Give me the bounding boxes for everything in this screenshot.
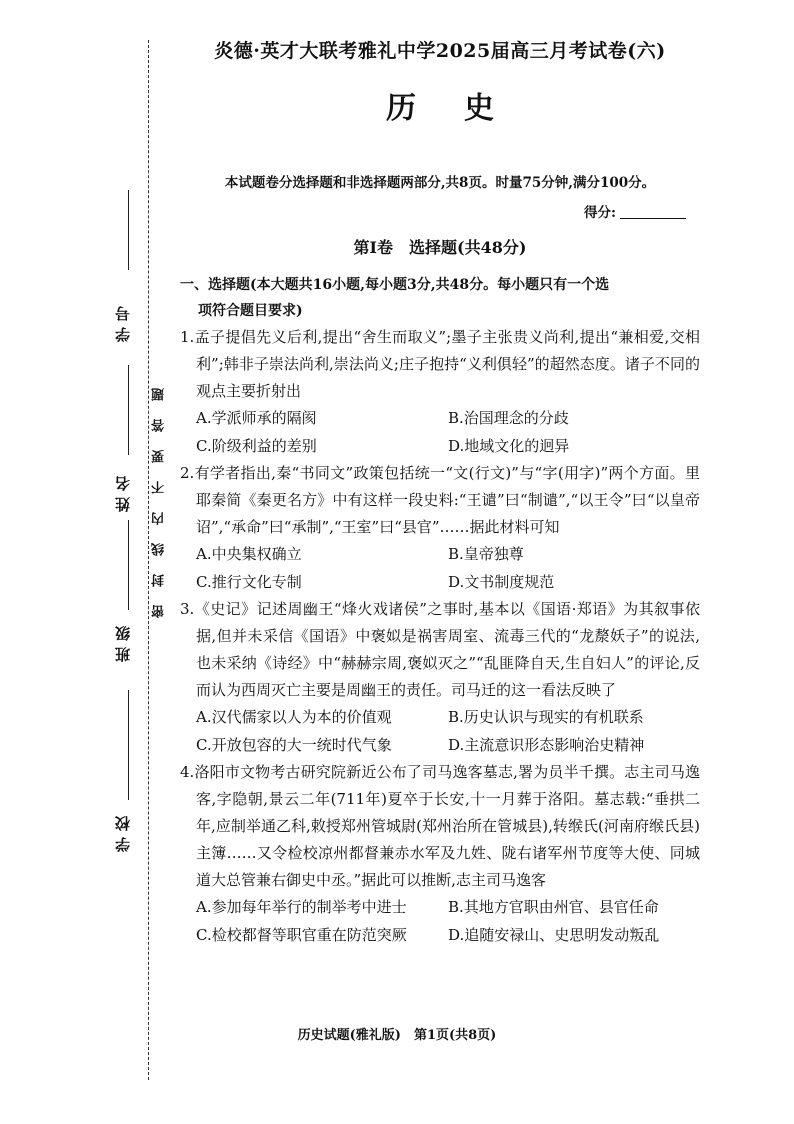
question-stem: 2.有学者指出,秦“书同文”政策包括统一“文(行文)”与“字(用字)”两个方面。里耶秦简《秦更名方》中有这样一段史料:“王谴”曰“制谴”,“以王令”曰“以皇帝诏”,“承命”曰“承制”,“王室”曰“县官”……据此材料可知	[180, 464, 700, 536]
name-line	[128, 365, 129, 455]
option-a: A.学派师承的隔阂	[196, 409, 317, 427]
instructions: 本试题卷分选择题和非选择题两部分,共8页。时量75分钟,满分100分。	[224, 175, 656, 191]
exam-page	[180, 30, 700, 949]
question-stem: 3.《史记》记述周幽王“烽火戏诸侯”之事时,基本以《国语·郑语》为其叙事依据,但并未采信《国语》中褒姒是祸害周室、流毒三代的“龙漦妖子”的说法,也未采纳《诗经》中“赫赫宗周,褒姒灭之”“乱匪降自天,生自妇人”的评论,反而认为西周灭亡主要是周幽王的责任。司马迁的这一看法反映了	[180, 600, 700, 699]
school-line	[128, 690, 129, 800]
student-id-line	[128, 190, 129, 270]
section-title: 第Ⅰ卷 选择题(共48分)	[353, 238, 527, 257]
question-stem: 1.孟子提倡先义后利,提出“舍生而取义”;墨子主张贵义尚利,提出“兼相爱,交相利”;韩非子崇法尚利,崇法尚义;庄子抱持“义利俱轻”的超然态度。诸子不同的观点主要折射出	[180, 328, 700, 400]
score-blank	[620, 204, 686, 219]
option-a: A.汉代儒家以人为本的价值观	[196, 708, 392, 726]
option-b: B.治国理念的分歧	[448, 409, 569, 427]
option-b: B.其地方官职由州官、县官任命	[448, 898, 659, 916]
subject-title: 历史	[386, 91, 542, 126]
name-label: 姓名	[114, 470, 132, 512]
option-d: D.地域文化的迥异	[448, 436, 570, 455]
option-a: A.中央集权确立	[196, 545, 302, 563]
part-instructions	[180, 272, 700, 324]
option-a: A.参加每年举行的制举考中进士	[196, 898, 407, 916]
option-d: D.追随安禄山、史思明发动叛乱	[448, 925, 660, 944]
option-b: B.历史认识与现实的有机联系	[448, 708, 644, 726]
score-label: 得分:	[584, 205, 616, 221]
question-3	[180, 596, 700, 759]
options	[180, 704, 700, 759]
option-b: B.皇帝独尊	[448, 545, 524, 563]
score-field	[180, 201, 700, 221]
page-footer: 历史试题(雅礼版) 第1页(共8页)	[297, 1028, 497, 1043]
class-line	[128, 520, 129, 610]
student-id-label: 学号	[114, 300, 132, 342]
seal-line-notice: 密封线内不要答题	[152, 370, 167, 618]
option-d: D.文书制度规范	[448, 572, 555, 591]
option-c: C.开放包容的大一统时代气象	[196, 735, 392, 754]
option-c: C.推行文化专制	[196, 572, 302, 591]
options	[180, 541, 700, 596]
part-line-1: 一、选择题(本大题共16小题,每小题3分,共48分。每小题只有一个选	[180, 277, 610, 293]
option-c: C.检校都督等职官重在防范突厥	[196, 925, 407, 944]
options	[180, 405, 700, 460]
question-4	[180, 759, 700, 949]
part-line-2: 项符合题目要求)	[198, 303, 303, 319]
option-d: D.主流意识形态影响治史精神	[448, 735, 645, 754]
question-1	[180, 324, 700, 460]
class-label: 班级	[114, 620, 132, 662]
question-2	[180, 460, 700, 596]
exam-header: 炎德·英才大联考雅礼中学2025届高三月考试卷(六)	[214, 40, 666, 62]
option-c: C.阶级利益的差别	[196, 436, 317, 455]
binding-dash-line	[148, 40, 149, 1080]
school-label: 学校	[114, 810, 132, 852]
options	[180, 894, 700, 949]
question-stem: 4.洛阳市文物考古研究院新近公布了司马逸客墓志,署为员半千撰。志主司马逸客,字隐朝,景云二年(711年)夏卒于长安,十一月葬于洛阳。墓志载:“垂拱二年,应制举通乙科,敕授郑州管城尉(郑州治所在管城县),转缑氏(河南府缑氏县)主簿……又令检校凉州都督兼赤水军及九姓、陇右诸军州节度等大使、同城道大总管兼右御史中丞。”据此可以推断,志主司马逸客	[180, 763, 700, 889]
